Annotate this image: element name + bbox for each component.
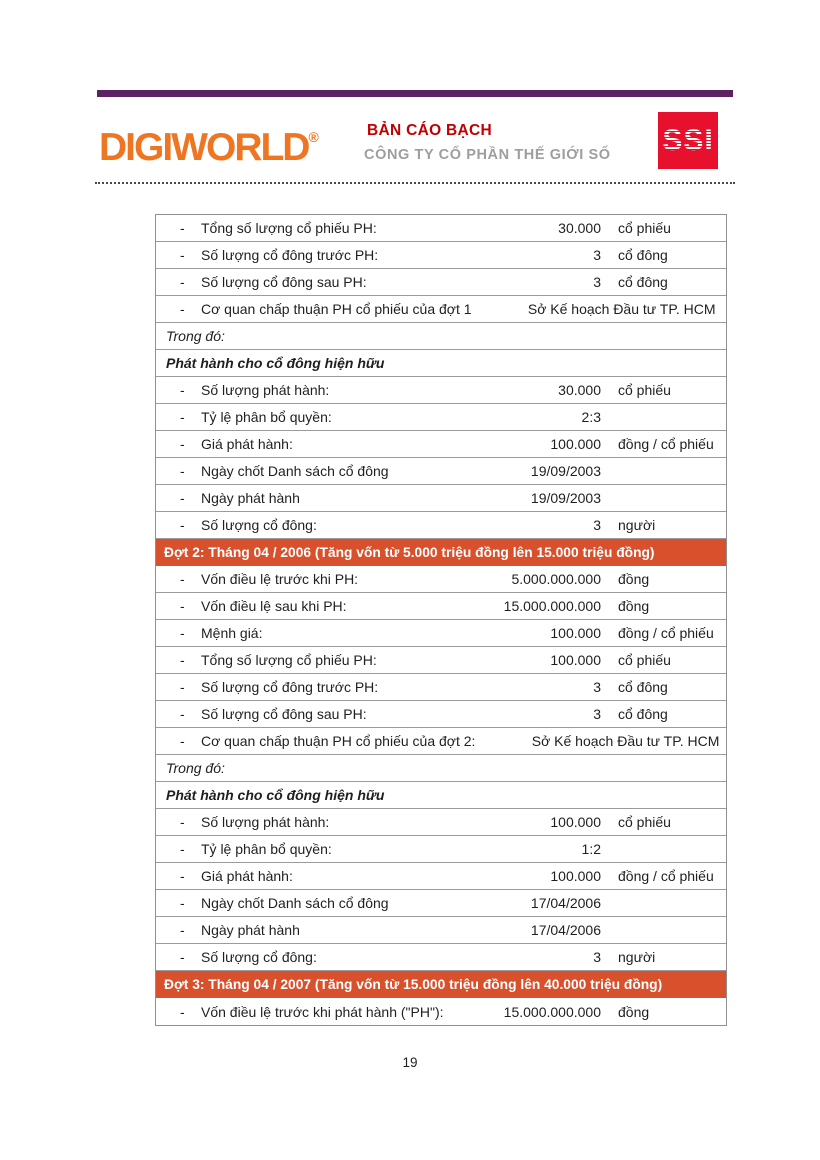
row-label: Mệnh giá: — [201, 625, 263, 641]
row-value: 15.000.000.000 — [503, 1003, 601, 1020]
row-dash: - — [180, 1003, 185, 1020]
table-row — [156, 890, 726, 917]
table-row — [156, 728, 726, 755]
row-label: Tỷ lệ phân bổ quyền: — [201, 409, 332, 425]
row-label: Cơ quan chấp thuận PH cổ phiếu của đợt 1 — [201, 301, 472, 317]
table-row — [156, 944, 726, 971]
row-dash: - — [180, 301, 185, 317]
row-label: Số lượng cổ đông: — [201, 949, 317, 965]
row-value: 2:3 — [581, 409, 601, 425]
row-label: Vốn điều lệ trước khi phát hành ("PH"): — [201, 1003, 444, 1020]
row-label: Số lượng cổ đông sau PH: — [201, 274, 367, 290]
row-value: 100.000 — [550, 436, 601, 452]
row-value: 100.000 — [550, 652, 601, 668]
row-unit: đồng / cổ phiếu — [618, 868, 714, 884]
row-label: Vốn điều lệ sau khi PH: — [201, 598, 347, 614]
row-label: Tổng số lượng cổ phiếu PH: — [201, 652, 377, 668]
header-rule-bar — [97, 90, 733, 97]
table-row — [156, 404, 726, 431]
row-value: 19/09/2003 — [530, 490, 601, 506]
row-label: Số lượng cổ đông: — [201, 517, 317, 533]
row-dash: - — [180, 463, 185, 479]
row-value: 19/09/2003 — [530, 463, 601, 479]
table-row — [156, 512, 726, 539]
row-unit: đồng — [618, 571, 650, 587]
row-unit: cổ phiếu — [618, 382, 671, 398]
row-label: Cơ quan chấp thuận PH cổ phiếu của đợt 2: — [201, 733, 476, 749]
row-label: Ngày chốt Danh sách cổ đông — [201, 895, 389, 911]
row-label: Số lượng cổ đông trước PH: — [201, 679, 379, 695]
table-row — [156, 431, 726, 458]
row-dash: - — [180, 571, 185, 587]
table-row — [156, 215, 726, 242]
row-value: Sở Kế hoạch Đầu tư TP. HCM — [531, 733, 720, 749]
row-label: Tỷ lệ phân bổ quyền: — [201, 841, 332, 857]
title-block — [364, 122, 611, 163]
row-label: Giá phát hành: — [201, 436, 293, 452]
row-label: Ngày phát hành — [201, 922, 300, 938]
row-value: 3 — [593, 517, 601, 533]
table-row — [156, 917, 726, 944]
row-dash: - — [180, 517, 185, 533]
row-unit: cổ phiếu — [618, 814, 671, 830]
dotted-separator — [95, 182, 735, 184]
table-row — [156, 350, 726, 377]
row-label: Giá phát hành: — [201, 868, 293, 884]
row-label: Phát hành cho cổ đông hiện hữu — [166, 355, 385, 371]
row-value: 17/04/2006 — [530, 922, 601, 938]
row-label: Vốn điều lệ trước khi PH: — [201, 571, 359, 587]
table-row — [156, 539, 726, 566]
table-row — [156, 863, 726, 890]
table-row — [156, 377, 726, 404]
row-dash: - — [180, 868, 185, 884]
row-dash: - — [180, 409, 185, 425]
row-dash: - — [180, 922, 185, 938]
row-value: 100.000 — [550, 625, 601, 641]
table-row — [156, 647, 726, 674]
row-label: Số lượng phát hành: — [201, 814, 330, 830]
table-row — [156, 593, 726, 620]
table-row — [156, 242, 726, 269]
row-value: 5.000.000.000 — [511, 571, 601, 587]
row-label: Số lượng cổ đông trước PH: — [201, 247, 379, 263]
table-row — [156, 566, 726, 593]
doc-title: BẢN CÁO BẠCH — [367, 122, 493, 139]
row-label: Ngày phát hành — [201, 490, 300, 506]
row-label: Tổng số lượng cổ phiếu PH: — [201, 220, 377, 236]
row-dash: - — [180, 220, 185, 236]
row-dash: - — [180, 274, 185, 290]
row-unit: đồng / cổ phiếu — [618, 436, 714, 452]
company-name: CÔNG TY CỔ PHẦN THẾ GIỚI SỐ — [364, 147, 611, 163]
table-row — [156, 971, 726, 998]
row-dash: - — [180, 652, 185, 668]
table-row — [156, 269, 726, 296]
row-dash: - — [180, 436, 185, 452]
row-dash: - — [180, 733, 185, 749]
row-value: 30.000 — [558, 382, 601, 398]
digiworld-logo — [99, 113, 319, 169]
row-unit: cổ đông — [618, 706, 668, 722]
row-unit: cổ phiếu — [618, 652, 671, 668]
row-value: 3 — [593, 679, 601, 695]
row-value: 30.000 — [558, 220, 601, 236]
row-unit: cổ phiếu — [618, 220, 671, 236]
row-dash: - — [180, 949, 185, 965]
row-dash: - — [180, 814, 185, 830]
row-value: 15.000.000.000 — [503, 598, 601, 614]
section-header-label: Đợt 3: Tháng 04 / 2007 (Tăng vốn từ 15.000 triệu đồng lên 40.000 triệu đồng) — [164, 977, 663, 992]
row-dash: - — [180, 679, 185, 695]
row-label: Số lượng cổ đông sau PH: — [201, 706, 367, 722]
row-dash: - — [180, 598, 185, 614]
issuance-table — [155, 214, 727, 1026]
row-dash: - — [180, 895, 185, 911]
row-dash: - — [180, 706, 185, 722]
row-value: 3 — [593, 949, 601, 965]
table-row — [156, 485, 726, 512]
table-row — [156, 755, 726, 782]
row-dash: - — [180, 490, 185, 506]
row-unit: cổ đông — [618, 247, 668, 263]
table-row — [156, 296, 726, 323]
row-label: Trong đó: — [166, 328, 225, 344]
row-label: Phát hành cho cổ đông hiện hữu — [166, 787, 385, 803]
table-row — [156, 323, 726, 350]
row-unit: người — [618, 517, 656, 533]
row-label: Số lượng phát hành: — [201, 382, 330, 398]
table-row — [156, 458, 726, 485]
row-dash: - — [180, 625, 185, 641]
table-row — [156, 836, 726, 863]
digiworld-logo-text: DIGIWORLD — [99, 126, 309, 169]
row-unit: cổ đông — [618, 679, 668, 695]
row-value: 1:2 — [581, 841, 601, 857]
table-row — [156, 809, 726, 836]
row-dash: - — [180, 247, 185, 263]
row-value: 100.000 — [550, 868, 601, 884]
row-value: 100.000 — [550, 814, 601, 830]
row-unit: đồng — [618, 1003, 650, 1020]
table-row — [156, 620, 726, 647]
table-row — [156, 701, 726, 728]
row-label: Ngày chốt Danh sách cổ đông — [201, 463, 389, 479]
row-unit: cổ đông — [618, 274, 668, 290]
row-unit: đồng — [618, 598, 650, 614]
row-dash: - — [180, 841, 185, 857]
table-row — [156, 674, 726, 701]
page-number: 19 — [402, 1055, 418, 1070]
row-value: 3 — [593, 247, 601, 263]
ssi-logo — [658, 112, 718, 169]
row-value: Sở Kế hoạch Đầu tư TP. HCM — [527, 301, 716, 317]
row-value: 3 — [593, 706, 601, 722]
row-value: 17/04/2006 — [530, 895, 601, 911]
row-unit: người — [618, 949, 656, 965]
row-value: 3 — [593, 274, 601, 290]
table-row — [156, 998, 726, 1025]
row-label: Trong đó: — [166, 760, 225, 776]
table-row — [156, 782, 726, 809]
section-header-label: Đợt 2: Tháng 04 / 2006 (Tăng vốn từ 5.000 triệu đồng lên 15.000 triệu đồng) — [164, 545, 655, 560]
registered-trademark-icon: ® — [308, 129, 319, 145]
row-dash: - — [180, 382, 185, 398]
row-unit: đồng / cổ phiếu — [618, 625, 714, 641]
ssi-logo-text: SSI — [662, 123, 714, 157]
